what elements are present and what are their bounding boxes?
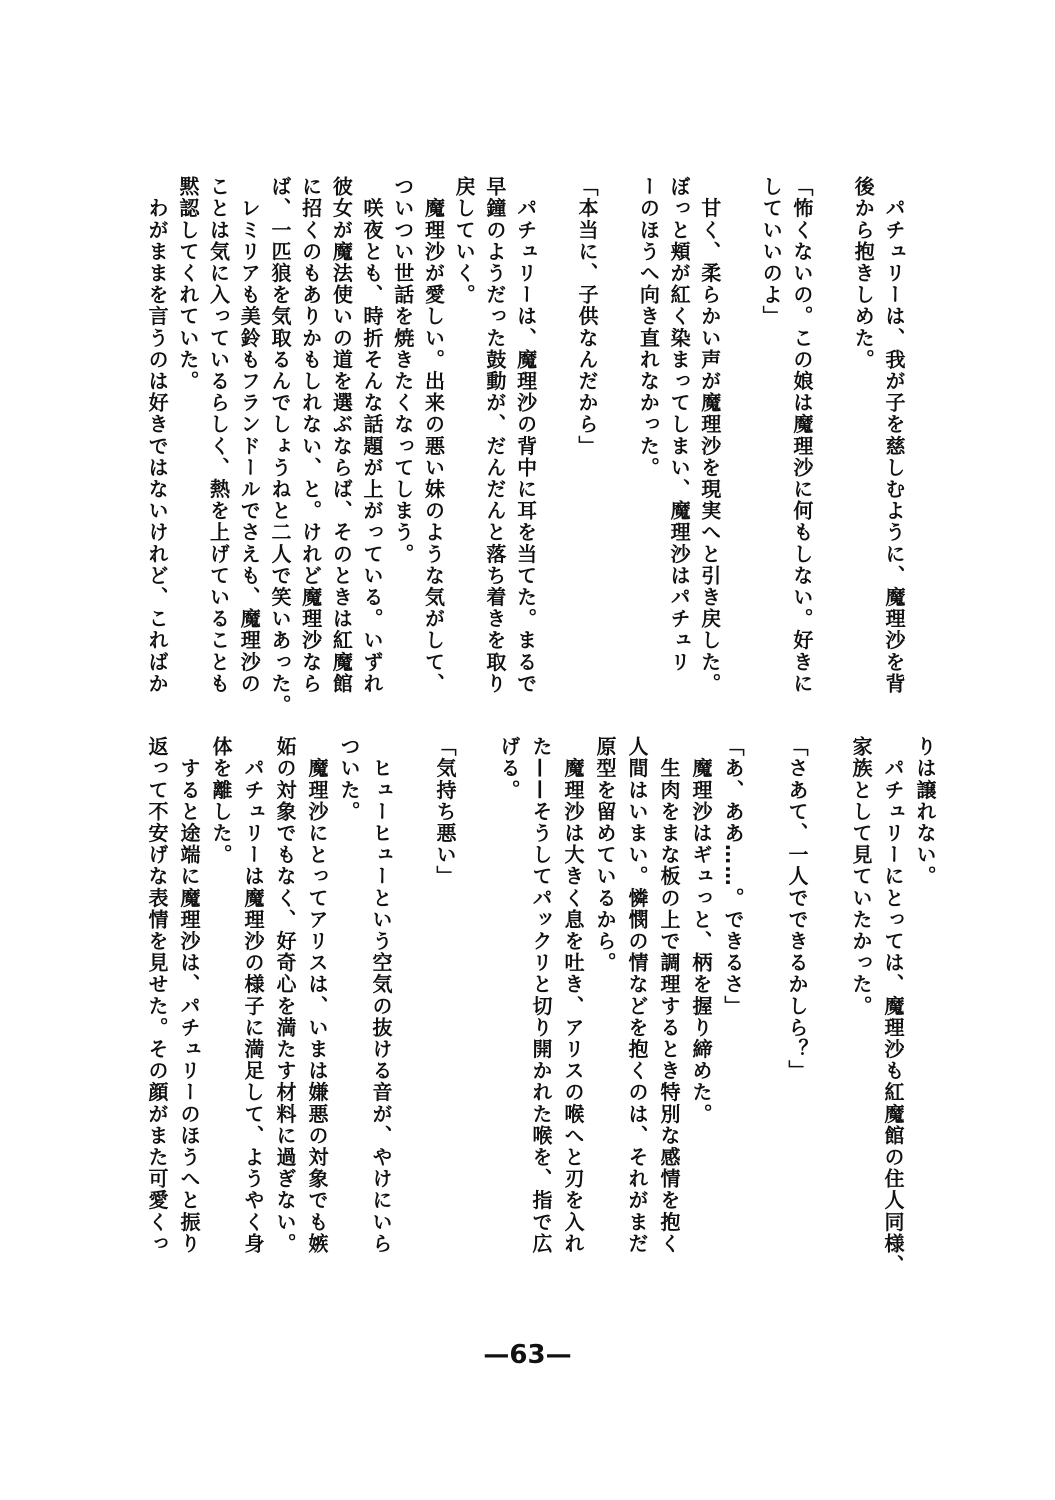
blank-line: [602, 176, 633, 716]
text-line: 魔理沙が愛しい。出来の悪い妹のような気がして、: [421, 176, 446, 695]
text-line: た——そうしてパックリと切り開かれた喉を、指で広: [529, 736, 553, 1255]
text-line: 原型を留めているから。: [593, 736, 617, 974]
text-line: ことは気に入っているらしく、熱を上げていることも: [206, 176, 231, 695]
text-line: 「さあて、一人でできるかしら？」: [785, 736, 809, 1082]
text-block-top: [141, 176, 909, 716]
text-line: 「怖くないの。この娘は魔理沙に何もしない。好きに: [789, 176, 814, 695]
text-line: 返って不安げな表情を見せた。その顔がまた可愛くっ: [145, 736, 169, 1255]
blank-line: [813, 736, 845, 1276]
text-line: 家族として見ていたかった。: [849, 736, 873, 1017]
text-line: 咲夜とも、時折そんな話題が上がっている。いずれ: [360, 176, 385, 695]
text-line: 魔理沙はギュっと、柄を握り締めた。: [689, 736, 713, 1125]
text-line: ば、一匹狼を気取るんでしょうねと二人で笑いあった。: [267, 176, 292, 716]
text-line: 体を離した。: [209, 736, 233, 866]
text-line: ついつい世話を焼きたくなってしまう。: [390, 176, 415, 565]
text-line: ついた。: [337, 736, 361, 823]
text-line: わがままを言うのは好きではないけれど、こればか: [145, 176, 170, 695]
text-line: 「本当に、子供なんだから」: [574, 176, 599, 457]
text-line: 彼女が魔法使いの道を選ぶならば、そのときは紅魔館: [329, 176, 354, 695]
text-line: していいのよ」: [759, 176, 784, 328]
text-line: すると途端に魔理沙は、パチュリーのほうへと振り: [177, 736, 201, 1255]
text-line: りは譲れない。: [913, 736, 937, 888]
text-line: レミリアも美鈴もフランドールでさえも、魔理沙の: [237, 176, 262, 695]
text-line: 魔理沙にとってアリスは、いまは嫌悪の対象でも嫉: [305, 736, 329, 1255]
text-line: 魔理沙は大きく息を吐き、アリスの喉へと刃を入れ: [561, 736, 585, 1255]
text-line: ヒューヒューという空気の抜ける音が、やけにいら: [369, 736, 393, 1255]
text-line: ぼっと頬が紅く染まってしまい、魔理沙はパチュリ: [667, 176, 692, 673]
text-line: 人間はいまい。憐憫の情などを抱くのは、それがまだ: [625, 736, 649, 1255]
text-line: 甘く、柔らかい声が魔理沙を現実へと引き戻した。: [697, 176, 722, 695]
text-line: パチュリーは、魔理沙の背中に耳を当てた。まるで: [513, 176, 538, 695]
blank-line: [817, 176, 848, 716]
text-line: 早鐘のようだった鼓動が、だんだんと落ち着きを取り: [482, 176, 507, 695]
text-line: パチュリーにとっては、魔理沙も紅魔館の住人同様、: [881, 736, 905, 1276]
text-line: 黙認してくれていた。: [175, 176, 200, 392]
blank-line: [461, 736, 493, 1276]
page-number: —63—: [483, 1340, 572, 1370]
text-line: ーのほうへ向き直れなかった。: [636, 176, 661, 479]
text-line: 「あ、ああ……。できるさ」: [721, 736, 745, 1017]
text-line: 「気持ち悪い」: [433, 736, 457, 888]
text-line: パチュリーは、我が子を慈しむように、魔理沙を背: [882, 176, 906, 695]
text-line: に招くのもありかもしれない、と。けれど魔理沙なら: [298, 176, 323, 695]
text-line: パチュリーは魔理沙の様子に満足して、ようやく身: [241, 736, 265, 1255]
text-block-bottom: [141, 736, 941, 1276]
blank-line: [397, 736, 429, 1276]
text-line: 後から抱きしめた。: [851, 176, 876, 371]
text-line: 戻していく。: [452, 176, 477, 306]
blank-line: [749, 736, 781, 1276]
text-line: 妬の対象でもなく、好奇心を満たす材料に過ぎない。: [273, 736, 297, 1255]
blank-line: [541, 176, 572, 716]
text-line: げる。: [497, 736, 521, 801]
blank-line: [725, 176, 756, 716]
text-line: 生肉をまな板の上で調理するとき特別な感情を抱く: [657, 736, 681, 1255]
